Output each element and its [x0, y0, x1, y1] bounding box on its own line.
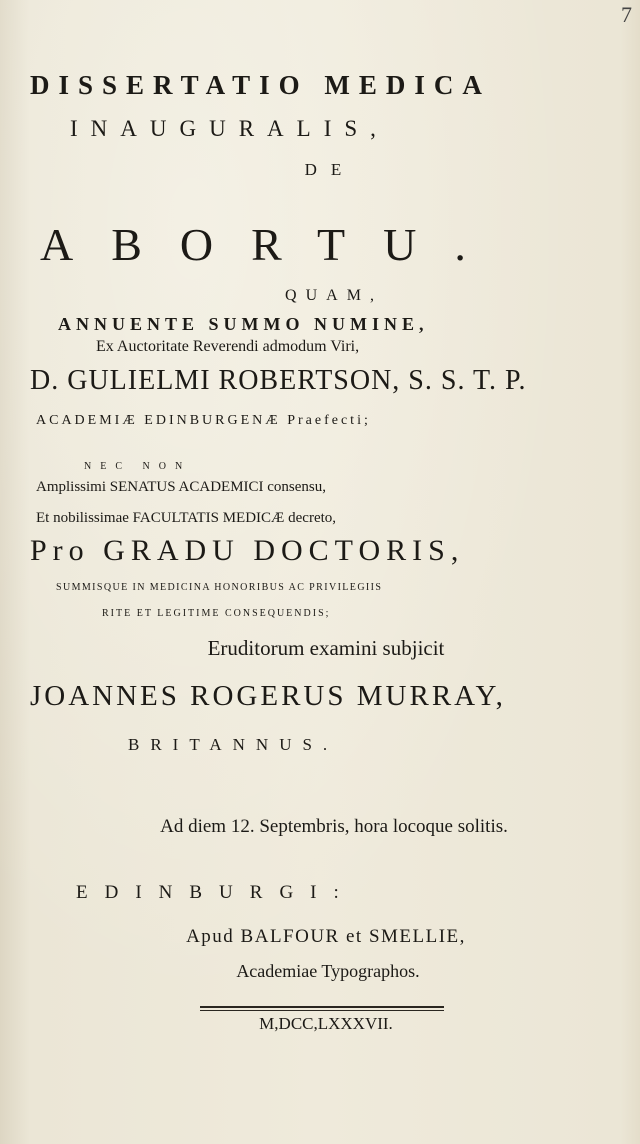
- corner-mark: 7: [621, 2, 632, 27]
- date-line: Ad diem 12. Septembris, hora locoque solitis.: [160, 816, 508, 837]
- imprint-role: Academiae Typographos.: [236, 961, 420, 981]
- auctoritate-line: Ex Auctoritate Reverendi admodum Viri,: [96, 338, 360, 355]
- pro-gradu-line: Pro GRADU DOCTORIS,: [30, 534, 465, 567]
- title-line-4: ABORTU.: [40, 219, 504, 270]
- imprint-year: M,DCC,LXXXVII.: [259, 1014, 393, 1033]
- nationality-line: BRITANNUS.: [128, 735, 339, 754]
- imprint-city: EDINBURGI:: [76, 882, 356, 903]
- summisque-line: SUMMISQUE IN MEDICINA HONORIBUS AC PRIVILEGIIS: [56, 582, 383, 593]
- imprint-printers: Apud BALFOUR et SMELLIE,: [186, 926, 466, 947]
- quam-line: QUAM,: [285, 287, 383, 304]
- facultatis-line: Et nobilissimae FACULTATIS MEDICÆ decreto,: [36, 510, 337, 526]
- author-name: JOANNES ROGERUS MURRAY,: [30, 680, 506, 712]
- divider-rule: [200, 1006, 444, 1011]
- rite-line: RITE ET LEGITIME CONSEQUENDIS;: [102, 608, 331, 619]
- annuente-line: ANNUENTE SUMMO NUMINE,: [58, 314, 429, 334]
- rector-name: D. GULIELMI ROBERTSON, S. S. T. P.: [30, 365, 527, 396]
- nec-non-line: NEC NON: [84, 461, 192, 472]
- senatus-line: Amplissimi SENATUS ACADEMICI consensu,: [36, 479, 327, 495]
- title-line-2: INAUGURALIS,: [70, 116, 389, 141]
- academiae-line: ACADEMIÆ EDINBURGENÆ Praefecti;: [36, 413, 371, 428]
- title-line-1: DISSERTATIO MEDICA: [30, 70, 491, 100]
- title-line-3: DE: [304, 160, 356, 179]
- eruditorum-line: Eruditorum examini subjicit: [207, 636, 445, 660]
